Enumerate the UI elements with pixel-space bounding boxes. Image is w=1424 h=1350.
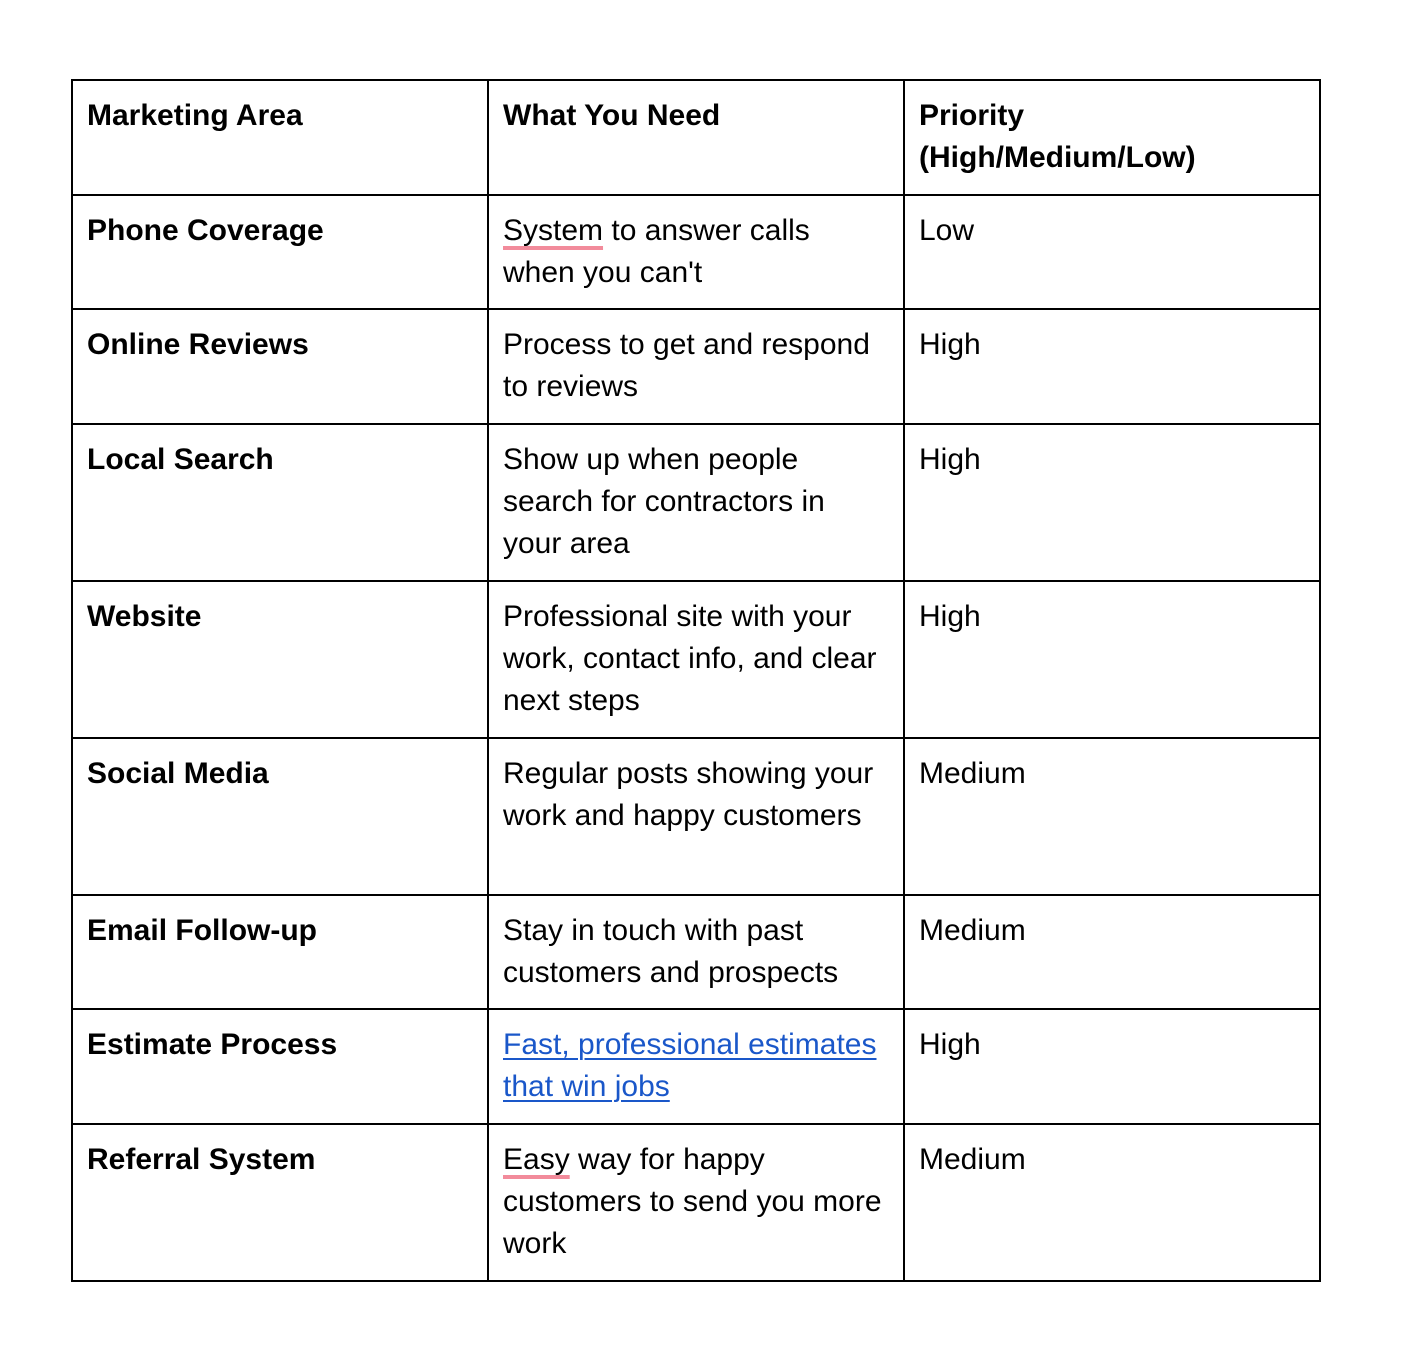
table-header-row — [72, 80, 1320, 195]
table-row — [72, 1009, 1320, 1124]
priority-cell: Low — [904, 195, 1320, 309]
table-row — [72, 195, 1320, 309]
priority-cell: High — [904, 424, 1320, 581]
table-row — [72, 424, 1320, 581]
table-row — [72, 309, 1320, 424]
need-cell: Regular posts showing your work and happy customers — [488, 738, 904, 895]
area-cell: Online Reviews — [72, 309, 488, 424]
area-cell: Estimate Process — [72, 1009, 488, 1124]
table-row — [72, 581, 1320, 738]
priority-cell: High — [904, 309, 1320, 424]
need-text: way for happy customers to send you more work — [503, 1143, 882, 1260]
spellcheck-flagged-word[interactable]: System — [503, 214, 604, 247]
need-cell: Stay in touch with past customers and prospects — [488, 895, 904, 1009]
need-cell — [488, 195, 904, 309]
area-cell: Email Follow-up — [72, 895, 488, 1009]
need-text: to answer calls when you can't — [503, 214, 810, 289]
table-row — [72, 1124, 1320, 1281]
header-priority: Priority (High/Medium/Low) — [904, 80, 1320, 195]
priority-cell: High — [904, 1009, 1320, 1124]
priority-cell: Medium — [904, 738, 1320, 895]
need-cell: Process to get and respond to reviews — [488, 309, 904, 424]
spellcheck-flagged-word[interactable]: Easy — [503, 1143, 570, 1176]
header-marketing-area: Marketing Area — [72, 80, 488, 195]
priority-cell: Medium — [904, 895, 1320, 1009]
priority-cell: High — [904, 581, 1320, 738]
need-cell: Show up when people search for contractors in your area — [488, 424, 904, 581]
priority-cell: Medium — [904, 1124, 1320, 1281]
header-what-you-need: What You Need — [488, 80, 904, 195]
need-cell — [488, 1009, 904, 1124]
need-cell — [488, 1124, 904, 1281]
need-cell: Professional site with your work, contact info, and clear next steps — [488, 581, 904, 738]
estimate-link[interactable]: Fast, professional estimates that win jobs — [503, 1028, 877, 1103]
area-cell: Local Search — [72, 424, 488, 581]
area-cell: Social Media — [72, 738, 488, 895]
area-cell: Website — [72, 581, 488, 738]
table-row — [72, 895, 1320, 1009]
area-cell: Phone Coverage — [72, 195, 488, 309]
marketing-priority-table — [71, 79, 1321, 1282]
table-row — [72, 738, 1320, 895]
area-cell: Referral System — [72, 1124, 488, 1281]
